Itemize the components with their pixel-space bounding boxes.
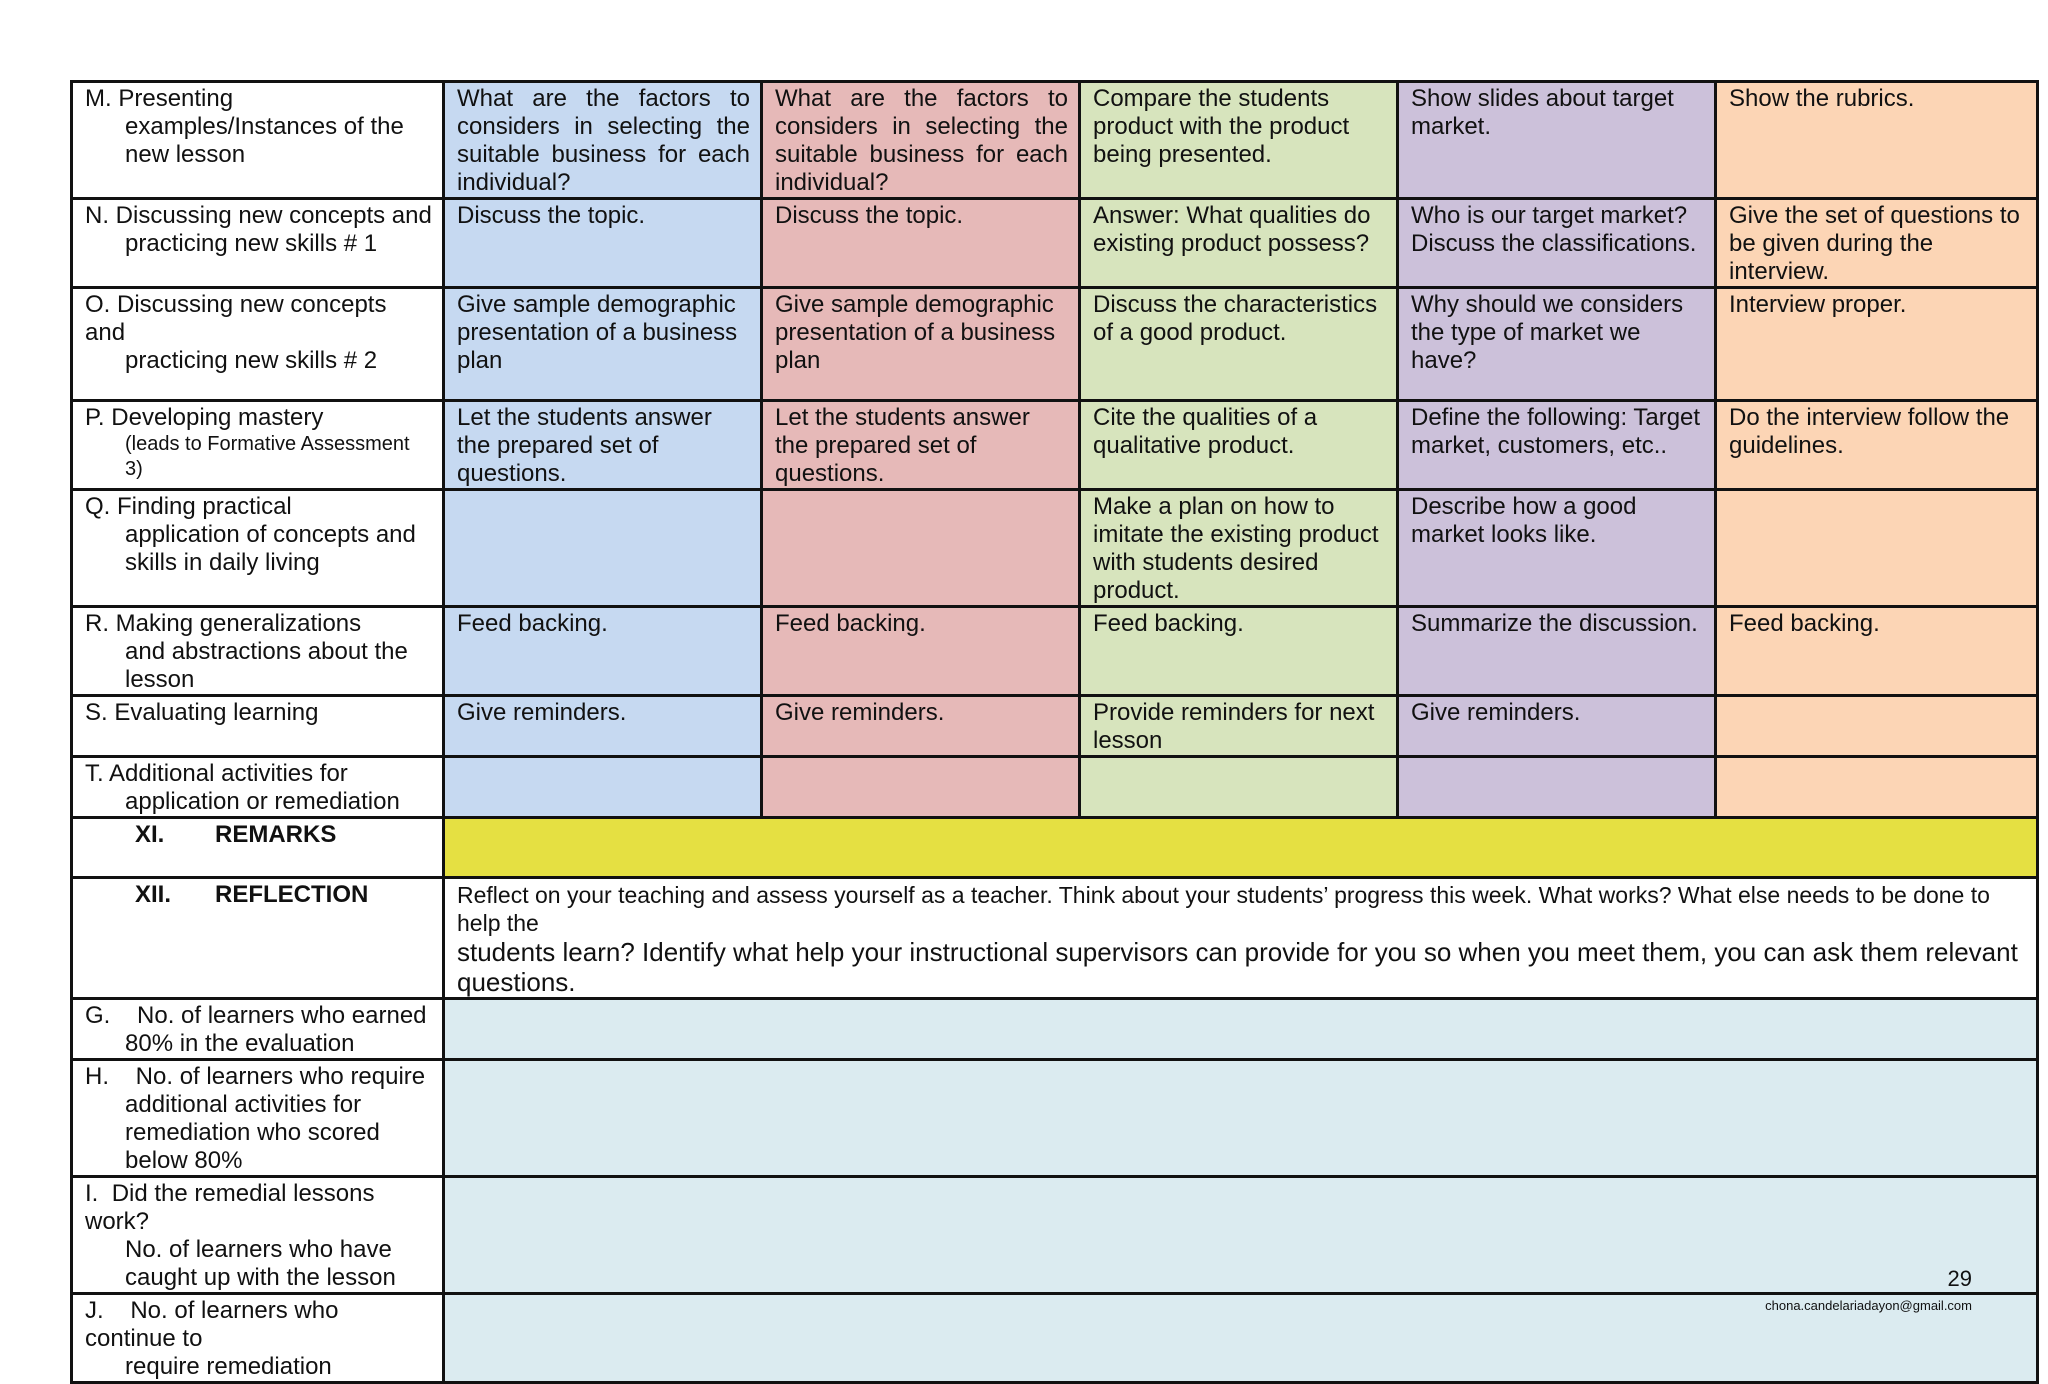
section-title: REFLECTION [215,881,369,908]
eval-field[interactable] [444,1060,2038,1177]
row-n [72,199,2038,288]
eval-label-title: Did the remedial lessons work? [85,1180,375,1235]
eval-label [72,1177,444,1294]
day3-cell: Compare the students product with the product being presented. [1080,82,1398,199]
row-code: T. [85,760,104,787]
row-o [72,288,2038,401]
day4-cell: Describe how a good market looks like. [1398,490,1716,607]
day2-cell: Give sample demographic presentation of a business plan [762,288,1080,401]
row-label-rest: application or remediation [125,788,400,815]
row-label-rest: practicing new skills # 2 [125,347,378,374]
day4-cell: Show slides about target market. [1398,82,1716,199]
eval-label-title: No. of learners who require [135,1063,426,1090]
row-label [72,696,444,757]
row-code: R. [85,610,109,637]
day2-cell: Feed backing. [762,607,1080,696]
eval-label-title: No. of learners who earned [137,1002,427,1029]
row-label [72,757,444,818]
reflection-instructions [444,878,2038,999]
day4-cell [1398,757,1716,818]
day1-cell: What are the factors to considers in selecting the suitable business for each individual? [444,82,762,199]
day1-cell: Feed backing. [444,607,762,696]
row-label-title: Evaluating learning [114,699,319,726]
day3-cell: Discuss the characteristics of a good product. [1080,288,1398,401]
section-number: XI. [135,821,165,848]
row-label [72,401,444,490]
row-label-rest: examples/Instances of the new lesson [125,113,404,168]
lesson-log-table [70,80,2039,1384]
day4-cell: Give reminders. [1398,696,1716,757]
remarks-label [72,818,444,878]
page-number: 29 [1947,1266,1972,1291]
row-label [72,607,444,696]
row-label-title: Presenting [118,85,234,112]
day1-cell: Give sample demographic presentation of a business plan [444,288,762,401]
row-code: I. [85,1180,99,1207]
reflection-row [72,878,2038,999]
day2-cell: Let the students answer the prepared set of questions. [762,401,1080,490]
day5-cell: Give the set of questions to be given during the interview. [1716,199,2038,288]
eval-label [72,1060,444,1177]
day5-cell [1716,696,2038,757]
reflection-label [72,878,444,999]
day4-cell: Who is our target market? Discuss the classifications. [1398,199,1716,288]
eval-label-rest: No. of learners who have caught up with the lesson [125,1236,396,1291]
day3-cell: Make a plan on how to imitate the existing product with students desired product. [1080,490,1398,607]
row-label [72,82,444,199]
eval-label-rest: require remediation [125,1353,332,1380]
day1-cell: Let the students answer the prepared set of questions. [444,401,762,490]
row-code: H. [85,1063,109,1090]
day1-cell: Discuss the topic. [444,199,762,288]
day1-cell [444,757,762,818]
eval-row-j [72,1294,2038,1383]
row-label [72,490,444,607]
row-label-rest: application of concepts and skills in daily living [125,521,416,576]
row-code: J. [85,1297,104,1324]
row-label-title: Discussing new concepts and [115,202,432,229]
remarks-row [72,818,2038,878]
eval-row-i [72,1177,2038,1294]
row-q [72,490,2038,607]
reflection-text-1: Reflect on your teaching and assess yourself as a teacher. Think about your students’ progress this week. What works? What else needs to be done to help the [457,882,1990,936]
eval-row-h [72,1060,2038,1177]
row-code: G. [85,1002,111,1029]
row-label-rest: practicing new skills # 1 [125,230,378,257]
eval-label-rest: additional activities for remediation who scored below 80% [125,1091,380,1174]
row-t [72,757,2038,818]
row-s [72,696,2038,757]
day2-cell [762,490,1080,607]
eval-field[interactable] [444,1177,2038,1294]
section-number: XII. [135,881,172,908]
row-label [72,288,444,401]
day3-cell: Answer: What qualities do existing product possess? [1080,199,1398,288]
row-p [72,401,2038,490]
section-title: REMARKS [215,821,337,848]
row-label-title: Additional activities for [109,760,348,787]
day2-cell [762,757,1080,818]
row-r [72,607,2038,696]
reflection-text-2: students learn? Identify what help your instructional supervisors can provide for you so when you meet them, you can ask them relevant questions. [457,937,2018,997]
eval-field[interactable] [444,999,2038,1060]
row-code: O. [85,291,111,318]
day3-cell: Provide reminders for next lesson [1080,696,1398,757]
row-code: N. [85,202,109,229]
eval-label [72,1294,444,1383]
row-code: Q. [85,493,111,520]
row-code: P. [85,404,105,431]
eval-label-rest: 80% in the evaluation [125,1030,355,1057]
row-label-title: Discussing new concepts and [85,291,387,346]
author-email: chona.candelariadayon@gmail.com [1765,1298,1972,1313]
day2-cell: Discuss the topic. [762,199,1080,288]
eval-row-g [72,999,2038,1060]
day5-cell: Interview proper. [1716,288,2038,401]
day2-cell: Give reminders. [762,696,1080,757]
day3-cell: Cite the qualities of a qualitative product. [1080,401,1398,490]
row-label-title: Finding practical [117,493,292,520]
remarks-field[interactable] [444,818,2038,878]
day4-cell: Define the following: Target market, customers, etc.. [1398,401,1716,490]
row-code: S. [85,699,108,726]
day5-cell [1716,757,2038,818]
row-label-rest: (leads to Formative Assessment 3) [125,433,410,480]
day4-cell: Summarize the discussion. [1398,607,1716,696]
day5-cell: Show the rubrics. [1716,82,2038,199]
row-m [72,82,2038,199]
row-code: M. [85,85,112,112]
day3-cell [1080,757,1398,818]
day1-cell: Give reminders. [444,696,762,757]
row-label-title: Making generalizations [115,610,362,637]
day2-cell: What are the factors to considers in selecting the suitable business for each individual? [762,82,1080,199]
day5-cell: Do the interview follow the guidelines. [1716,401,2038,490]
row-label-title: Developing mastery [111,404,324,431]
day5-cell: Feed backing. [1716,607,2038,696]
eval-label [72,999,444,1060]
eval-label-title: No. of learners who continue to [85,1297,339,1352]
day1-cell [444,490,762,607]
day4-cell: Why should we considers the type of market we have? [1398,288,1716,401]
day3-cell: Feed backing. [1080,607,1398,696]
row-label [72,199,444,288]
row-label-rest: and abstractions about the lesson [125,638,408,693]
day5-cell [1716,490,2038,607]
